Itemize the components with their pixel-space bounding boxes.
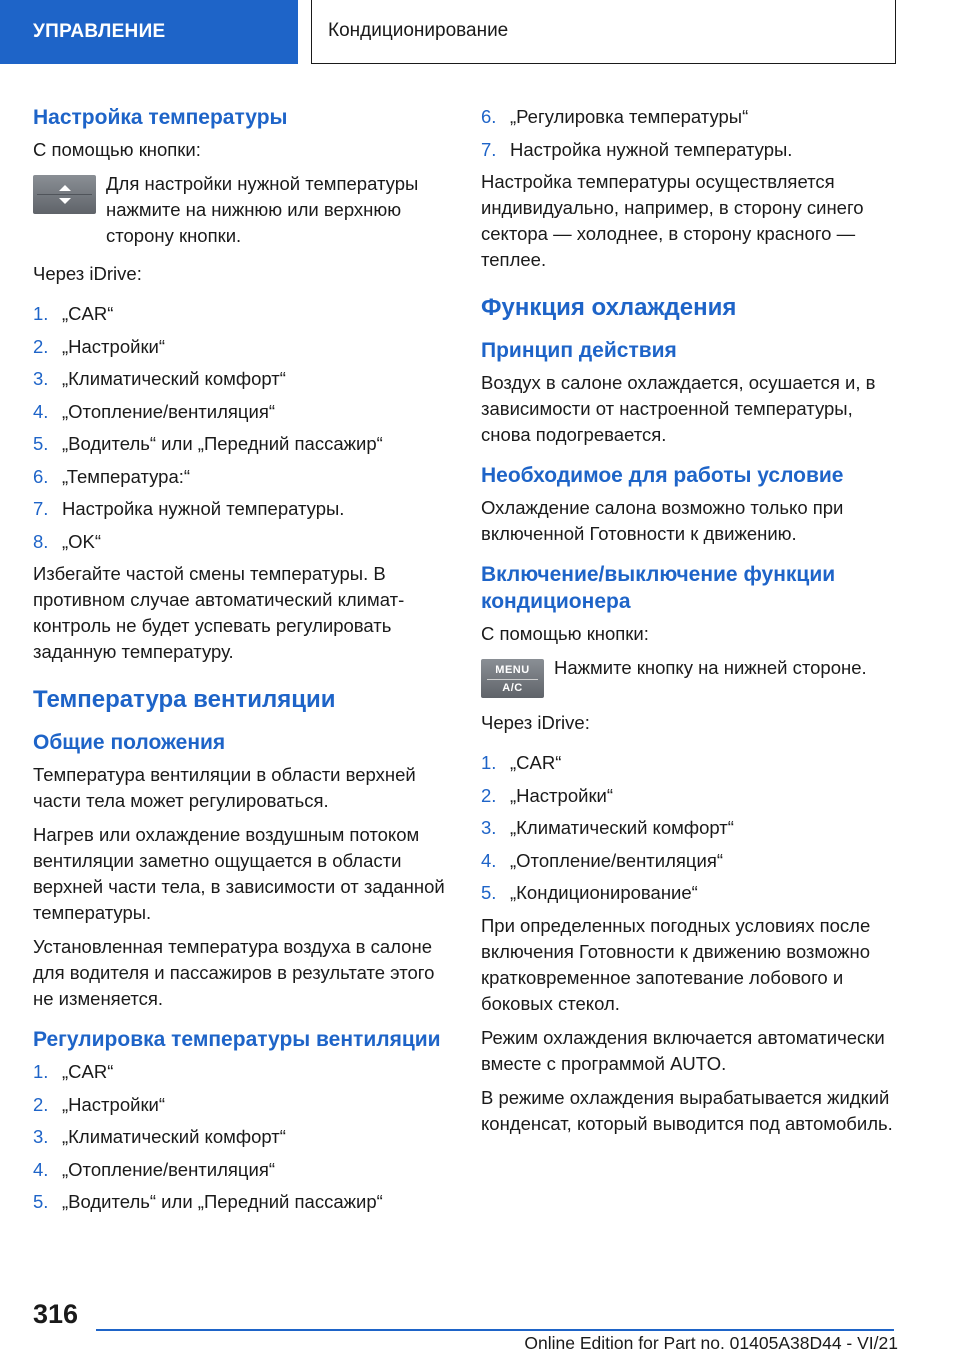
heading-vent-adjust: Регулировка температуры вентиляции bbox=[33, 1028, 441, 1051]
steps-list-3 bbox=[481, 750, 899, 906]
paragraph-avoid: Избегайте частой смены температуры. В противном случае автоматический климат-контроль не будет успевать регулировать заданную температуру. bbox=[33, 563, 405, 662]
list-item: 1. „CAR“ bbox=[481, 752, 562, 773]
button-instruction-text: Нажмите кнопку на нижней стороне. bbox=[554, 657, 867, 678]
list-item: 2. „Настройки“ bbox=[33, 1093, 166, 1115]
list-item: 4. „Отопление/вентиляция“ bbox=[33, 1158, 276, 1180]
footer-edition: Online Edition for Part no. 01405A38D44 - VI/21 bbox=[524, 1333, 898, 1353]
list-item: 1. „CAR“ bbox=[33, 303, 114, 324]
heading-general: Общие положения bbox=[33, 731, 226, 754]
paragraph-general-2: Нагрев или охлаждение воздушным потоком вентиляции заметно ощущается в области верхней части тела, в зависимости от заданной температуры. bbox=[33, 824, 445, 923]
steps-list-1 bbox=[33, 301, 451, 555]
paragraph-auto: Режим охлаждения включается автоматически вместе с программой AUTO. bbox=[481, 1026, 885, 1074]
button-instruction-text: Для настройки нужной температуры нажмите на нижнюю или верхнюю сторону кнопки. bbox=[106, 173, 419, 246]
footer-divider bbox=[96, 1329, 894, 1331]
heading-vent-temp: Температура вентиляции bbox=[33, 686, 336, 713]
list-item: 7. Настройка нужной температуры. bbox=[481, 138, 793, 160]
list-item: 1. „CAR“ bbox=[33, 1061, 114, 1082]
heading-principle: Принцип действия bbox=[481, 339, 677, 362]
section-tab: УПРАВЛЕНИЕ bbox=[0, 0, 298, 64]
list-item: 6. „Температура:“ bbox=[33, 465, 191, 487]
left-column bbox=[33, 98, 451, 1222]
paragraph-principle: Воздух в салоне охлаждается, осушается и, в зависимости от настроенной температуры, снова подогревается. bbox=[481, 372, 876, 445]
list-item: 3. „Климатический комфорт“ bbox=[33, 368, 286, 389]
heading-on-off: Включение/выключение функции кондиционера bbox=[481, 563, 836, 613]
list-item: 5. „Водитель“ или „Передний пассажир“ bbox=[33, 1191, 383, 1212]
paragraph-individual: Настройка температуры осуществляется индивидуально, например, в сторону синего сектора — холоднее, в сторону красного — теплее. bbox=[481, 171, 864, 270]
heading-cooling: Функция охлаждения bbox=[481, 294, 737, 321]
heading-temp-setting: Настройка температуры bbox=[33, 106, 288, 129]
steps-list-2 bbox=[33, 1059, 451, 1215]
right-column bbox=[481, 98, 899, 1145]
topic-title: Кондиционирование bbox=[311, 0, 896, 64]
up-down-button-icon bbox=[33, 175, 96, 214]
list-item: 4. „Отопление/вентиляция“ bbox=[481, 849, 724, 871]
list-item: 6. „Регулировка температуры“ bbox=[481, 106, 749, 127]
paragraph-condition: Охлаждение салона возможно только при включенной Готовности к движению. bbox=[481, 497, 844, 544]
list-item: 4. „Отопление/вентиляция“ bbox=[33, 400, 276, 422]
menu-ac-button-icon: MENU A/C bbox=[481, 659, 544, 698]
list-item: 8. „OK“ bbox=[33, 530, 102, 552]
paragraph-condensate: В режиме охлаждения вырабатывается жидкий конденсат, который выводится под автомобиль. bbox=[481, 1086, 893, 1134]
paragraph-general-1: Температура вентиляции в области верхней части тела может регулироваться. bbox=[33, 764, 416, 811]
button-instruction bbox=[481, 655, 899, 698]
list-item: 2. „Настройки“ bbox=[33, 335, 166, 357]
list-item: 5. „Водитель“ или „Передний пассажир“ bbox=[33, 433, 383, 454]
list-item: 2. „Настройки“ bbox=[481, 784, 614, 806]
list-item: 3. „Климатический комфорт“ bbox=[33, 1126, 286, 1147]
paragraph-general-3: Установленная температура воздуха в салоне для водителя и пассажиров в результате этого не изменяется. bbox=[33, 936, 435, 1009]
paragraph-fog: При определенных погодных условиях после включения Готовности к движению возможно кратковременное запотевание лобового и боковых стекол. bbox=[481, 914, 871, 1014]
list-item: 7. Настройка нужной температуры. bbox=[33, 498, 345, 519]
page-number: 316 bbox=[33, 1299, 79, 1329]
list-item: 5. „Кондиционирование“ bbox=[481, 882, 698, 903]
paragraph-with-button: С помощью кнопки: bbox=[33, 139, 201, 160]
paragraph-via-idrive: Через iDrive: bbox=[481, 712, 590, 733]
heading-condition: Необходимое для работы условие bbox=[481, 464, 844, 487]
steps-list-continued bbox=[481, 104, 899, 163]
button-instruction bbox=[33, 171, 451, 249]
paragraph-via-idrive: Через iDrive: bbox=[33, 263, 142, 284]
paragraph-with-button: С помощью кнопки: bbox=[481, 623, 649, 644]
list-item: 3. „Климатический комфорт“ bbox=[481, 817, 734, 838]
